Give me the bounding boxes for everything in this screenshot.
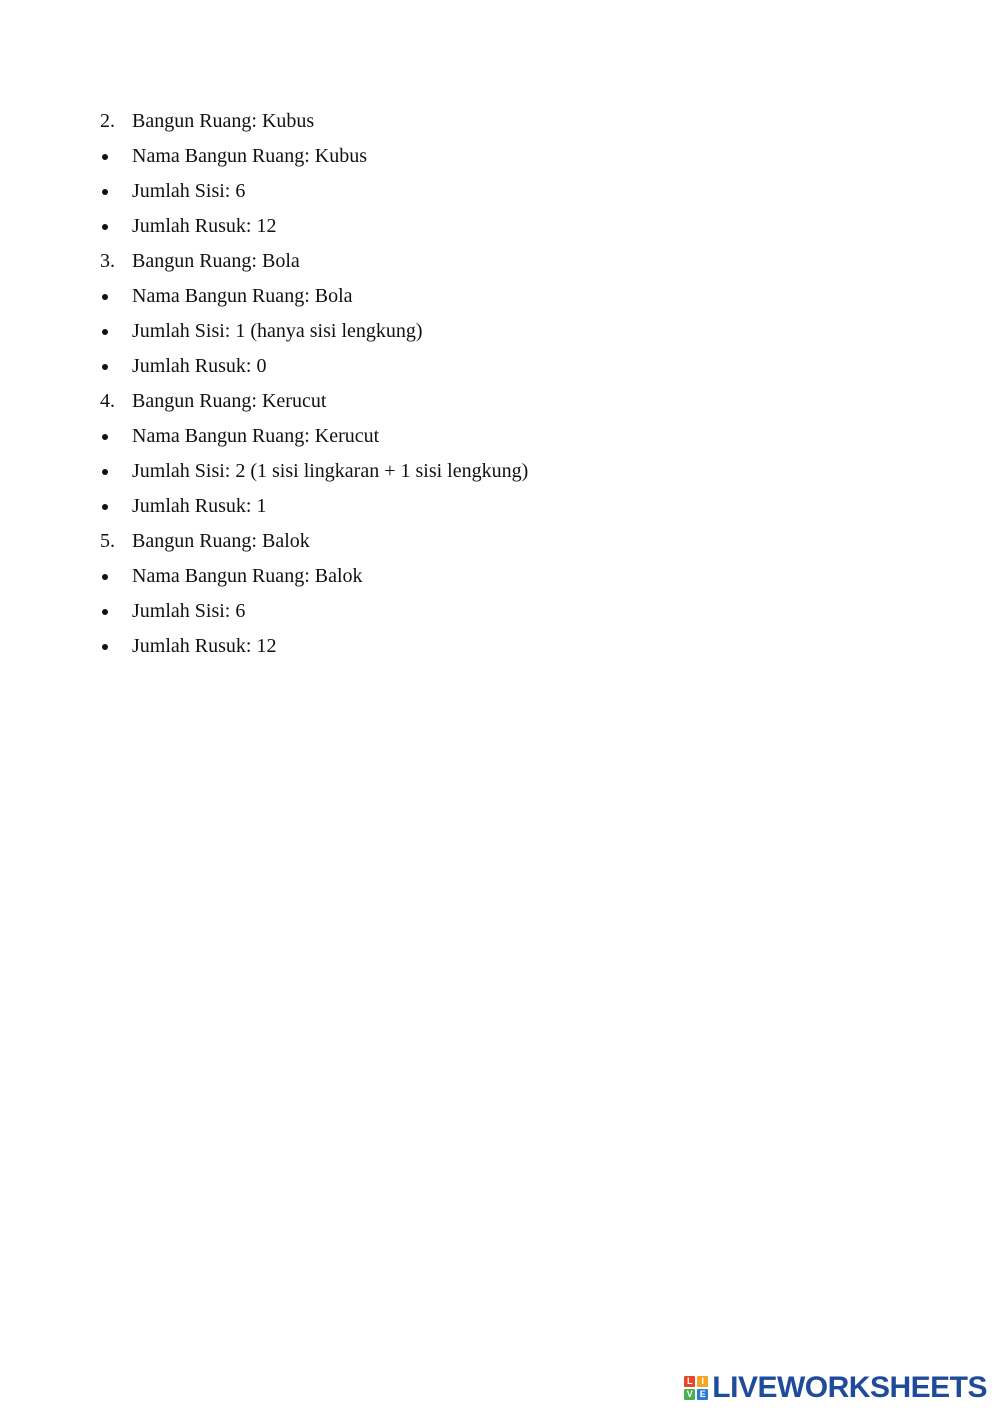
logo-tile: V (684, 1389, 695, 1400)
list-item (100, 349, 900, 384)
list-item-text: Jumlah Sisi: 6 (132, 600, 246, 622)
list-item (100, 559, 900, 594)
list-item-text: Bangun Ruang: Balok (132, 530, 310, 552)
list-item (100, 209, 900, 244)
list-item (100, 279, 900, 314)
bullet-icon (102, 609, 108, 615)
list-item (100, 629, 900, 664)
list-item-text: Jumlah Sisi: 6 (132, 180, 246, 202)
list-item (100, 139, 900, 174)
bullet-icon (102, 294, 108, 300)
liveworksheets-logo (684, 1373, 987, 1403)
list-item-text: Jumlah Sisi: 2 (1 sisi lingkaran + 1 sisi lengkung) (132, 460, 529, 482)
list-item (100, 489, 900, 524)
list-item-text: Jumlah Rusuk: 12 (132, 635, 277, 657)
list-item-text: Bangun Ruang: Bola (132, 250, 300, 272)
list-item-text: Nama Bangun Ruang: Kerucut (132, 425, 380, 447)
list-number: 4. (100, 390, 115, 412)
logo-tile: L (684, 1376, 695, 1387)
bullet-icon (102, 329, 108, 335)
bullet-icon (102, 434, 108, 440)
list-item-text: Bangun Ruang: Kerucut (132, 390, 327, 412)
bullet-icon (102, 364, 108, 370)
list-item (100, 419, 900, 454)
list-item (100, 384, 900, 419)
list-item (100, 524, 900, 559)
list-item (100, 174, 900, 209)
bullet-icon (102, 469, 108, 475)
list-item (100, 244, 900, 279)
list-number: 5. (100, 530, 115, 552)
list-item (100, 314, 900, 349)
bullet-icon (102, 574, 108, 580)
document-body (100, 104, 900, 664)
list-item-text: Jumlah Rusuk: 0 (132, 355, 267, 377)
logo-tile: I (697, 1376, 708, 1387)
list-item-text: Jumlah Rusuk: 1 (132, 495, 267, 517)
list-number: 2. (100, 110, 115, 132)
list-item (100, 104, 900, 139)
list-item (100, 594, 900, 629)
list-item-text: Jumlah Rusuk: 12 (132, 215, 277, 237)
bullet-icon (102, 644, 108, 650)
bullet-icon (102, 189, 108, 195)
list-item-text: Nama Bangun Ruang: Kubus (132, 145, 367, 167)
logo-mark-icon (684, 1376, 708, 1400)
list-item-text: Jumlah Sisi: 1 (hanya sisi lengkung) (132, 320, 423, 342)
logo-tile: E (697, 1389, 708, 1400)
list-item-text: Nama Bangun Ruang: Balok (132, 565, 363, 587)
bullet-icon (102, 154, 108, 160)
list-number: 3. (100, 250, 115, 272)
bullet-icon (102, 504, 108, 510)
list-item (100, 454, 900, 489)
brand-name: LIVEWORKSHEETS (712, 1371, 987, 1404)
list-item-text: Nama Bangun Ruang: Bola (132, 285, 353, 307)
list-item-text: Bangun Ruang: Kubus (132, 110, 315, 132)
bullet-icon (102, 224, 108, 230)
